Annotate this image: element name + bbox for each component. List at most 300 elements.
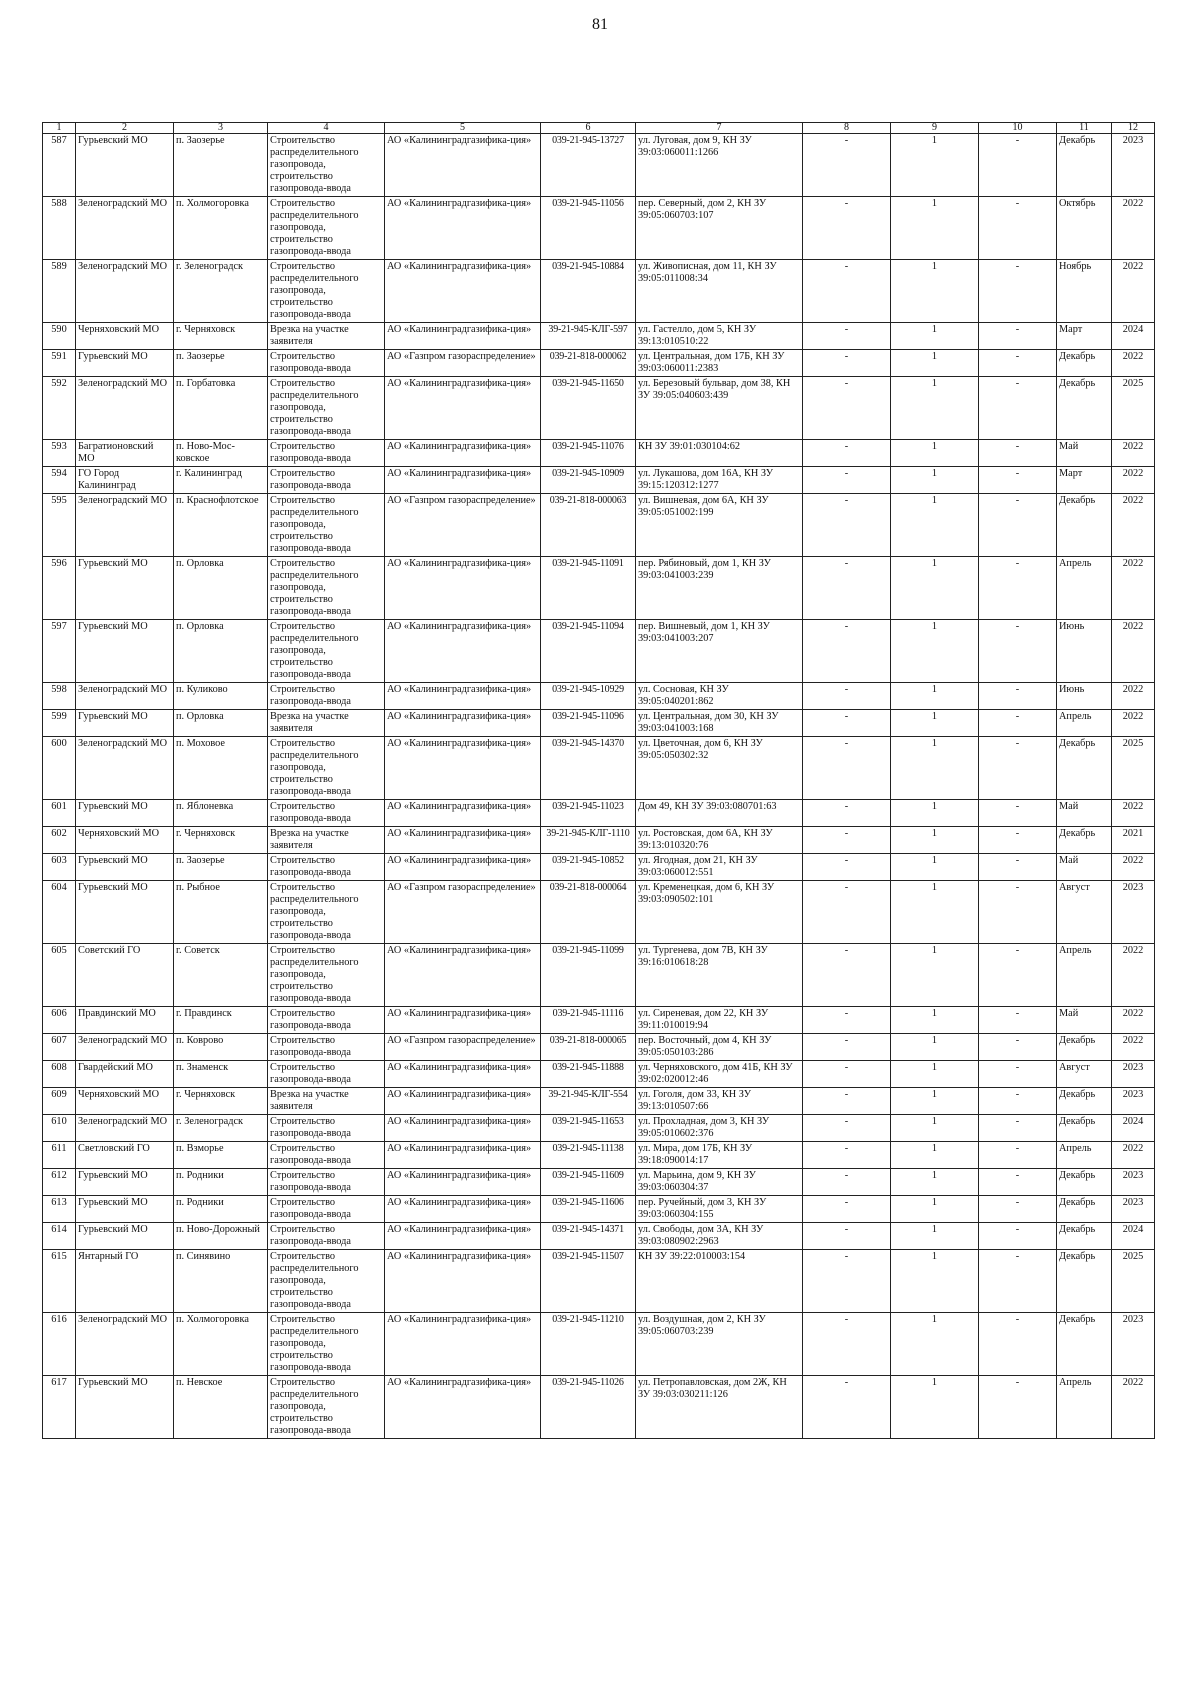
table-row <box>43 494 1155 557</box>
cell-month: Декабрь <box>1057 1250 1112 1313</box>
column-header-7: 7 <box>636 123 803 134</box>
cell-col-8: - <box>803 620 891 683</box>
cell-row-number: 606 <box>43 1007 76 1034</box>
cell-month: Декабрь <box>1057 1223 1112 1250</box>
cell-application-number: 039-21-818-000063 <box>541 494 636 557</box>
cell-application-number: 039-21-945-11653 <box>541 1115 636 1142</box>
cell-quantity: 1 <box>891 1313 979 1376</box>
cell-col-10: - <box>979 827 1057 854</box>
column-header-12: 12 <box>1112 123 1155 134</box>
cell-row-number: 600 <box>43 737 76 800</box>
table-row <box>43 1115 1155 1142</box>
cell-work-type: Врезка на участке заявителя <box>268 323 385 350</box>
cell-settlement: п. Заозерье <box>174 134 268 197</box>
cell-settlement: г. Зеленоградск <box>174 1115 268 1142</box>
cell-settlement: п. Орловка <box>174 710 268 737</box>
cell-address: ул. Петропавловская, дом 2Ж, КН ЗУ 39:03:030211:126 <box>636 1376 803 1439</box>
cell-row-number: 595 <box>43 494 76 557</box>
table-row <box>43 800 1155 827</box>
cell-year: 2022 <box>1112 557 1155 620</box>
table-header <box>43 123 1155 134</box>
cell-municipality: Гурьевский МО <box>76 1223 174 1250</box>
cell-municipality: Гурьевский МО <box>76 1169 174 1196</box>
cell-organization: АО «Калининградгазифика-ция» <box>385 134 541 197</box>
cell-col-10: - <box>979 737 1057 800</box>
cell-address: КН ЗУ 39:22:010003:154 <box>636 1250 803 1313</box>
cell-address: пер. Восточный, дом 4, КН ЗУ 39:05:050103:286 <box>636 1034 803 1061</box>
table-row <box>43 260 1155 323</box>
cell-address: ул. Цветочная, дом 6, КН ЗУ 39:05:050302:32 <box>636 737 803 800</box>
cell-address: КН ЗУ 39:01:030104:62 <box>636 440 803 467</box>
cell-row-number: 610 <box>43 1115 76 1142</box>
cell-organization: АО «Калининградгазифика-ция» <box>385 1142 541 1169</box>
cell-organization: АО «Калининградгазифика-ция» <box>385 440 541 467</box>
cell-col-8: - <box>803 710 891 737</box>
cell-municipality: Зеленоградский МО <box>76 1034 174 1061</box>
cell-month: Май <box>1057 440 1112 467</box>
cell-application-number: 039-21-945-11650 <box>541 377 636 440</box>
cell-month: Июнь <box>1057 620 1112 683</box>
cell-address: ул. Гоголя, дом 33, КН ЗУ 39:13:010507:66 <box>636 1088 803 1115</box>
cell-month: Декабрь <box>1057 134 1112 197</box>
table-row <box>43 377 1155 440</box>
cell-municipality: Гурьевский МО <box>76 854 174 881</box>
cell-organization: АО «Калининградгазифика-ция» <box>385 377 541 440</box>
cell-quantity: 1 <box>891 1223 979 1250</box>
cell-organization: АО «Калининградгазифика-ция» <box>385 710 541 737</box>
cell-col-8: - <box>803 1313 891 1376</box>
cell-col-10: - <box>979 1250 1057 1313</box>
cell-col-10: - <box>979 323 1057 350</box>
table-row <box>43 440 1155 467</box>
cell-row-number: 611 <box>43 1142 76 1169</box>
cell-quantity: 1 <box>891 494 979 557</box>
cell-row-number: 591 <box>43 350 76 377</box>
cell-month: Декабрь <box>1057 377 1112 440</box>
cell-municipality: Черняховский МО <box>76 827 174 854</box>
cell-year: 2025 <box>1112 737 1155 800</box>
cell-application-number: 039-21-945-11026 <box>541 1376 636 1439</box>
cell-application-number: 039-21-945-11116 <box>541 1007 636 1034</box>
cell-month: Октябрь <box>1057 197 1112 260</box>
cell-col-8: - <box>803 1169 891 1196</box>
cell-settlement: г. Правдинск <box>174 1007 268 1034</box>
cell-organization: АО «Калининградгазифика-ция» <box>385 1223 541 1250</box>
cell-row-number: 598 <box>43 683 76 710</box>
cell-quantity: 1 <box>891 1250 979 1313</box>
cell-row-number: 617 <box>43 1376 76 1439</box>
cell-work-type: Строительство распределительного газопровода, строительство газопровода-ввода <box>268 494 385 557</box>
cell-settlement: п. Заозерье <box>174 350 268 377</box>
cell-work-type: Строительство газопровода-ввода <box>268 1034 385 1061</box>
cell-row-number: 596 <box>43 557 76 620</box>
cell-quantity: 1 <box>891 197 979 260</box>
cell-address: пер. Ручейный, дом 3, КН ЗУ 39:03:060304:155 <box>636 1196 803 1223</box>
cell-quantity: 1 <box>891 710 979 737</box>
cell-col-8: - <box>803 881 891 944</box>
table-row <box>43 710 1155 737</box>
cell-address: ул. Гастелло, дом 5, КН ЗУ 39:13:010510:22 <box>636 323 803 350</box>
cell-col-10: - <box>979 1376 1057 1439</box>
cell-col-8: - <box>803 197 891 260</box>
cell-col-8: - <box>803 134 891 197</box>
cell-organization: АО «Калининградгазифика-ция» <box>385 1007 541 1034</box>
gas-connection-registry-table <box>42 122 1155 1439</box>
table-row <box>43 683 1155 710</box>
cell-work-type: Строительство газопровода-ввода <box>268 1169 385 1196</box>
cell-col-8: - <box>803 854 891 881</box>
cell-organization: АО «Газпром газораспределение» <box>385 350 541 377</box>
cell-application-number: 039-21-945-11210 <box>541 1313 636 1376</box>
cell-col-10: - <box>979 710 1057 737</box>
cell-row-number: 597 <box>43 620 76 683</box>
cell-month: Ноябрь <box>1057 260 1112 323</box>
cell-col-10: - <box>979 1196 1057 1223</box>
cell-month: Декабрь <box>1057 350 1112 377</box>
cell-municipality: Багратионовский МО <box>76 440 174 467</box>
column-header-5: 5 <box>385 123 541 134</box>
cell-settlement: п. Холмогоровка <box>174 1313 268 1376</box>
column-header-6: 6 <box>541 123 636 134</box>
cell-municipality: Гурьевский МО <box>76 800 174 827</box>
cell-application-number: 039-21-945-11099 <box>541 944 636 1007</box>
cell-work-type: Строительство распределительного газопровода, строительство газопровода-ввода <box>268 260 385 323</box>
cell-month: Апрель <box>1057 1376 1112 1439</box>
cell-col-10: - <box>979 557 1057 620</box>
cell-work-type: Строительство газопровода-ввода <box>268 467 385 494</box>
cell-address: ул. Прохладная, дом 3, КН ЗУ 39:05:010602:376 <box>636 1115 803 1142</box>
cell-col-10: - <box>979 440 1057 467</box>
cell-address: ул. Кременецкая, дом 6, КН ЗУ 39:03:090502:101 <box>636 881 803 944</box>
cell-month: Август <box>1057 881 1112 944</box>
cell-col-8: - <box>803 1088 891 1115</box>
cell-municipality: Гурьевский МО <box>76 350 174 377</box>
cell-col-8: - <box>803 1142 891 1169</box>
cell-row-number: 602 <box>43 827 76 854</box>
cell-address: ул. Мира, дом 17Б, КН ЗУ 39:18:090014:17 <box>636 1142 803 1169</box>
cell-row-number: 603 <box>43 854 76 881</box>
cell-year: 2023 <box>1112 1313 1155 1376</box>
cell-settlement: п. Краснофлотское <box>174 494 268 557</box>
cell-application-number: 039-21-945-10884 <box>541 260 636 323</box>
cell-col-10: - <box>979 1034 1057 1061</box>
cell-year: 2022 <box>1112 1034 1155 1061</box>
cell-col-10: - <box>979 494 1057 557</box>
header-row <box>43 123 1155 134</box>
column-header-1: 1 <box>43 123 76 134</box>
cell-municipality: Зеленоградский МО <box>76 737 174 800</box>
cell-address: Дом 49, КН ЗУ 39:03:080701:63 <box>636 800 803 827</box>
cell-organization: АО «Калининградгазифика-ция» <box>385 1169 541 1196</box>
cell-application-number: 039-21-818-000064 <box>541 881 636 944</box>
cell-settlement: п. Родники <box>174 1196 268 1223</box>
cell-quantity: 1 <box>891 260 979 323</box>
cell-work-type: Строительство газопровода-ввода <box>268 1196 385 1223</box>
cell-municipality: Гурьевский МО <box>76 620 174 683</box>
cell-col-8: - <box>803 557 891 620</box>
cell-municipality: Гурьевский МО <box>76 557 174 620</box>
cell-row-number: 607 <box>43 1034 76 1061</box>
cell-address: пер. Вишневый, дом 1, КН ЗУ 39:03:041003:207 <box>636 620 803 683</box>
cell-quantity: 1 <box>891 350 979 377</box>
cell-col-8: - <box>803 323 891 350</box>
column-header-4: 4 <box>268 123 385 134</box>
cell-address: ул. Свободы, дом 3А, КН ЗУ 39:03:080902:2963 <box>636 1223 803 1250</box>
cell-row-number: 614 <box>43 1223 76 1250</box>
cell-month: Март <box>1057 467 1112 494</box>
table-row <box>43 1223 1155 1250</box>
cell-work-type: Строительство газопровода-ввода <box>268 854 385 881</box>
cell-work-type: Строительство распределительного газопровода, строительство газопровода-ввода <box>268 557 385 620</box>
cell-address: ул. Березовый бульвар, дом 38, КН ЗУ 39:05:040603:439 <box>636 377 803 440</box>
cell-year: 2022 <box>1112 800 1155 827</box>
cell-col-10: - <box>979 260 1057 323</box>
cell-organization: АО «Калининградгазифика-ция» <box>385 800 541 827</box>
cell-municipality: Черняховский МО <box>76 1088 174 1115</box>
cell-application-number: 039-21-945-11094 <box>541 620 636 683</box>
cell-organization: АО «Газпром газораспределение» <box>385 494 541 557</box>
cell-year: 2022 <box>1112 1142 1155 1169</box>
cell-municipality: Гурьевский МО <box>76 881 174 944</box>
cell-year: 2022 <box>1112 197 1155 260</box>
cell-quantity: 1 <box>891 440 979 467</box>
cell-municipality: Зеленоградский МО <box>76 197 174 260</box>
cell-work-type: Строительство распределительного газопровода, строительство газопровода-ввода <box>268 1313 385 1376</box>
cell-col-10: - <box>979 134 1057 197</box>
cell-work-type: Строительство распределительного газопровода, строительство газопровода-ввода <box>268 737 385 800</box>
cell-work-type: Строительство газопровода-ввода <box>268 1007 385 1034</box>
table-row <box>43 1250 1155 1313</box>
table-row <box>43 1061 1155 1088</box>
cell-col-8: - <box>803 1223 891 1250</box>
cell-quantity: 1 <box>891 620 979 683</box>
cell-organization: АО «Калининградгазифика-ция» <box>385 1061 541 1088</box>
cell-municipality: Янтарный ГО <box>76 1250 174 1313</box>
cell-organization: АО «Калининградгазифика-ция» <box>385 854 541 881</box>
cell-work-type: Строительство распределительного газопровода, строительство газопровода-ввода <box>268 944 385 1007</box>
cell-col-8: - <box>803 1115 891 1142</box>
cell-work-type: Строительство распределительного газопровода, строительство газопровода-ввода <box>268 1250 385 1313</box>
cell-organization: АО «Калининградгазифика-ция» <box>385 557 541 620</box>
cell-address: ул. Черняховского, дом 41Б, КН ЗУ 39:02:020012:46 <box>636 1061 803 1088</box>
cell-municipality: Гурьевский МО <box>76 1376 174 1439</box>
cell-year: 2022 <box>1112 710 1155 737</box>
cell-quantity: 1 <box>891 881 979 944</box>
cell-col-8: - <box>803 260 891 323</box>
column-header-8: 8 <box>803 123 891 134</box>
cell-col-8: - <box>803 440 891 467</box>
cell-application-number: 039-21-945-11056 <box>541 197 636 260</box>
cell-col-10: - <box>979 881 1057 944</box>
cell-organization: АО «Калининградгазифика-ция» <box>385 737 541 800</box>
cell-col-10: - <box>979 467 1057 494</box>
cell-work-type: Строительство распределительного газопровода, строительство газопровода-ввода <box>268 377 385 440</box>
column-header-10: 10 <box>979 123 1057 134</box>
cell-address: ул. Центральная, дом 30, КН ЗУ 39:03:041003:168 <box>636 710 803 737</box>
cell-settlement: г. Калининград <box>174 467 268 494</box>
cell-quantity: 1 <box>891 1061 979 1088</box>
cell-application-number: 039-21-945-14371 <box>541 1223 636 1250</box>
cell-month: Апрель <box>1057 710 1112 737</box>
cell-year: 2024 <box>1112 1223 1155 1250</box>
cell-col-8: - <box>803 827 891 854</box>
cell-work-type: Строительство распределительного газопровода, строительство газопровода-ввода <box>268 197 385 260</box>
cell-row-number: 616 <box>43 1313 76 1376</box>
cell-month: Декабрь <box>1057 1169 1112 1196</box>
cell-address: ул. Ростовская, дом 6А, КН ЗУ 39:13:010320:76 <box>636 827 803 854</box>
cell-year: 2022 <box>1112 683 1155 710</box>
cell-settlement: п. Холмогоровка <box>174 197 268 260</box>
cell-col-8: - <box>803 1250 891 1313</box>
cell-work-type: Строительство газопровода-ввода <box>268 800 385 827</box>
cell-col-10: - <box>979 1142 1057 1169</box>
cell-col-10: - <box>979 1007 1057 1034</box>
cell-quantity: 1 <box>891 854 979 881</box>
cell-work-type: Строительство газопровода-ввода <box>268 683 385 710</box>
cell-row-number: 605 <box>43 944 76 1007</box>
cell-col-8: - <box>803 467 891 494</box>
cell-year: 2023 <box>1112 881 1155 944</box>
cell-settlement: п. Ново-Мос-ковское <box>174 440 268 467</box>
cell-col-8: - <box>803 737 891 800</box>
cell-application-number: 039-21-945-13727 <box>541 134 636 197</box>
cell-application-number: 39-21-945-КЛГ-554 <box>541 1088 636 1115</box>
cell-month: Май <box>1057 1007 1112 1034</box>
cell-col-8: - <box>803 1007 891 1034</box>
cell-organization: АО «Калининградгазифика-ция» <box>385 1088 541 1115</box>
cell-address: ул. Тургенева, дом 7В, КН ЗУ 39:16:010618:28 <box>636 944 803 1007</box>
cell-quantity: 1 <box>891 800 979 827</box>
cell-application-number: 039-21-945-14370 <box>541 737 636 800</box>
cell-address: ул. Живописная, дом 11, КН ЗУ 39:05:011008:34 <box>636 260 803 323</box>
table-row <box>43 1088 1155 1115</box>
cell-row-number: 604 <box>43 881 76 944</box>
cell-application-number: 039-21-818-000065 <box>541 1034 636 1061</box>
cell-settlement: п. Моховое <box>174 737 268 800</box>
cell-year: 2025 <box>1112 1250 1155 1313</box>
table-row <box>43 1034 1155 1061</box>
cell-work-type: Строительство газопровода-ввода <box>268 1115 385 1142</box>
cell-organization: АО «Калининградгазифика-ция» <box>385 944 541 1007</box>
cell-municipality: Зеленоградский МО <box>76 260 174 323</box>
cell-row-number: 594 <box>43 467 76 494</box>
cell-address: ул. Сосновая, КН ЗУ 39:05:040201:862 <box>636 683 803 710</box>
cell-col-8: - <box>803 1376 891 1439</box>
table-row <box>43 350 1155 377</box>
column-header-2: 2 <box>76 123 174 134</box>
cell-application-number: 039-21-945-10909 <box>541 467 636 494</box>
cell-municipality: Зеленоградский МО <box>76 1115 174 1142</box>
table-body <box>43 134 1155 1439</box>
cell-work-type: Строительство газопровода-ввода <box>268 1142 385 1169</box>
cell-settlement: п. Взморье <box>174 1142 268 1169</box>
cell-municipality: Черняховский МО <box>76 323 174 350</box>
cell-settlement: п. Ново-Дорожный <box>174 1223 268 1250</box>
cell-quantity: 1 <box>891 557 979 620</box>
cell-organization: АО «Калининградгазифика-ция» <box>385 827 541 854</box>
cell-col-10: - <box>979 800 1057 827</box>
table-row <box>43 1007 1155 1034</box>
cell-month: Апрель <box>1057 1142 1112 1169</box>
table-row <box>43 134 1155 197</box>
cell-month: Декабрь <box>1057 1196 1112 1223</box>
cell-address: ул. Ягодная, дом 21, КН ЗУ 39:03:060012:551 <box>636 854 803 881</box>
table-row <box>43 557 1155 620</box>
cell-settlement: п. Родники <box>174 1169 268 1196</box>
cell-work-type: Строительство газопровода-ввода <box>268 440 385 467</box>
cell-year: 2023 <box>1112 1088 1155 1115</box>
cell-col-8: - <box>803 944 891 1007</box>
cell-col-10: - <box>979 683 1057 710</box>
cell-organization: АО «Калининградгазифика-ция» <box>385 1250 541 1313</box>
cell-year: 2022 <box>1112 944 1155 1007</box>
cell-work-type: Строительство распределительного газопровода, строительство газопровода-ввода <box>268 134 385 197</box>
cell-col-10: - <box>979 377 1057 440</box>
cell-quantity: 1 <box>891 944 979 1007</box>
cell-municipality: Советский ГО <box>76 944 174 1007</box>
table-row <box>43 944 1155 1007</box>
cell-month: Декабрь <box>1057 737 1112 800</box>
cell-municipality: Гурьевский МО <box>76 134 174 197</box>
cell-year: 2025 <box>1112 377 1155 440</box>
cell-year: 2022 <box>1112 494 1155 557</box>
cell-col-10: - <box>979 1061 1057 1088</box>
cell-year: 2023 <box>1112 1061 1155 1088</box>
cell-application-number: 39-21-945-КЛГ-597 <box>541 323 636 350</box>
cell-municipality: Светловский ГО <box>76 1142 174 1169</box>
cell-organization: АО «Калининградгазифика-ция» <box>385 197 541 260</box>
cell-settlement: п. Куликово <box>174 683 268 710</box>
cell-month: Август <box>1057 1061 1112 1088</box>
cell-year: 2021 <box>1112 827 1155 854</box>
table-row <box>43 197 1155 260</box>
cell-municipality: Зеленоградский МО <box>76 494 174 557</box>
cell-application-number: 039-21-945-11091 <box>541 557 636 620</box>
cell-row-number: 609 <box>43 1088 76 1115</box>
cell-quantity: 1 <box>891 1196 979 1223</box>
table-row <box>43 620 1155 683</box>
cell-settlement: п. Невское <box>174 1376 268 1439</box>
cell-municipality: Гурьевский МО <box>76 1196 174 1223</box>
cell-quantity: 1 <box>891 737 979 800</box>
cell-settlement: г. Черняховск <box>174 1088 268 1115</box>
cell-quantity: 1 <box>891 1088 979 1115</box>
cell-organization: АО «Калининградгазифика-ция» <box>385 683 541 710</box>
cell-col-10: - <box>979 350 1057 377</box>
cell-month: Декабрь <box>1057 1115 1112 1142</box>
cell-year: 2023 <box>1112 134 1155 197</box>
cell-application-number: 039-21-945-11606 <box>541 1196 636 1223</box>
cell-row-number: 612 <box>43 1169 76 1196</box>
cell-year: 2022 <box>1112 1376 1155 1439</box>
cell-settlement: п. Заозерье <box>174 854 268 881</box>
cell-quantity: 1 <box>891 1115 979 1142</box>
cell-work-type: Строительство газопровода-ввода <box>268 350 385 377</box>
cell-col-10: - <box>979 944 1057 1007</box>
cell-row-number: 587 <box>43 134 76 197</box>
cell-quantity: 1 <box>891 827 979 854</box>
column-header-11: 11 <box>1057 123 1112 134</box>
cell-application-number: 039-21-945-11609 <box>541 1169 636 1196</box>
cell-year: 2024 <box>1112 1115 1155 1142</box>
cell-col-10: - <box>979 197 1057 260</box>
cell-work-type: Строительство распределительного газопровода, строительство газопровода-ввода <box>268 620 385 683</box>
cell-col-8: - <box>803 1196 891 1223</box>
cell-municipality: Гвардейский МО <box>76 1061 174 1088</box>
column-header-9: 9 <box>891 123 979 134</box>
cell-quantity: 1 <box>891 1142 979 1169</box>
cell-quantity: 1 <box>891 377 979 440</box>
